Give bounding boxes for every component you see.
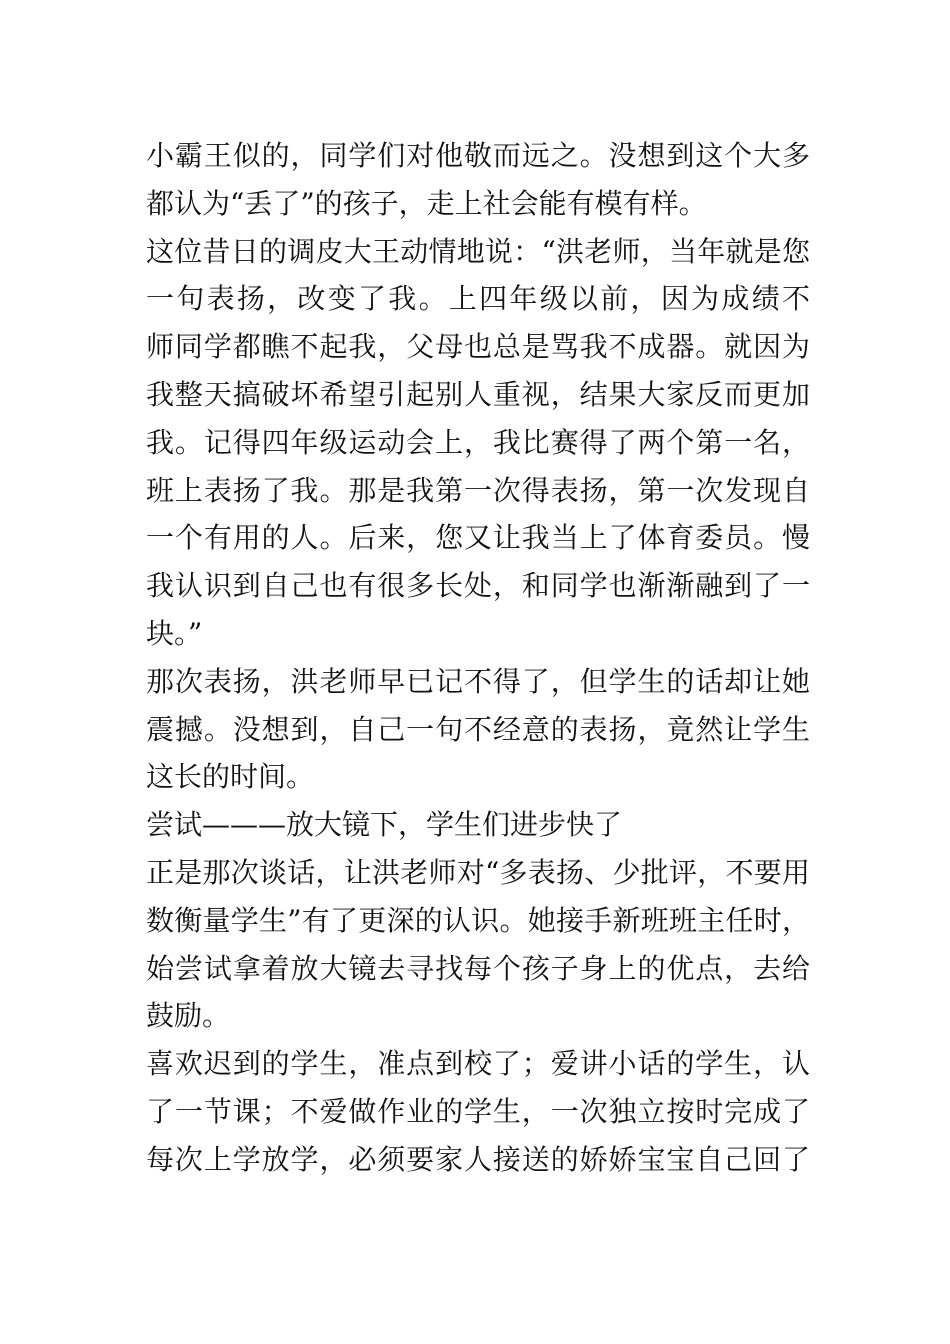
- text-line: 师同学都瞧不起我，父母也总是骂我不成器。就因为: [146, 330, 810, 364]
- text-line: 数衡量学生”有了更深的认识。她接手新班班主任时，: [146, 903, 810, 937]
- text-line: 我。记得四年级运动会上，我比赛得了两个第一名，: [146, 425, 810, 459]
- section-heading: 尝试———放大镜下，学生们进步快了: [146, 808, 623, 842]
- text-line: 每次上学放学，必须要家人接送的娇娇宝宝自己回了: [146, 1142, 810, 1176]
- body-text: [146, 132, 810, 1184]
- text-line: 一个有用的人。后来，您又让我当上了体育委员。慢: [146, 521, 810, 555]
- text-line: 块。”: [146, 616, 203, 650]
- text-line: 正是那次谈话，让洪老师对“多表扬、少批评，不要用: [146, 855, 810, 889]
- text-line: 小霸王似的，同学们对他敬而远之。没想到这个大多: [146, 139, 810, 172]
- text-line: 始尝试拿着放大镜去寻找每个孩子身上的优点，去给: [146, 951, 810, 985]
- text-line: 喜欢迟到的学生，准点到校了；爱讲小话的学生，认: [146, 1047, 810, 1081]
- text-line: 那次表扬，洪老师早已记不得了，但学生的话却让她: [146, 664, 810, 698]
- text-line: 一句表扬，改变了我。上四年级以前，因为成绩不: [146, 282, 810, 316]
- text-line: 震撼。没想到，自己一句不经意的表扬，竟然让学生: [146, 712, 810, 746]
- text-line: 都认为“丢了”的孩子，走上社会能有模有样。: [146, 186, 707, 220]
- text-line: 这长的时间。: [146, 760, 315, 794]
- text-line: 鼓励。: [146, 999, 231, 1033]
- text-line: 班上表扬了我。那是我第一次得表扬，第一次发现自: [146, 473, 810, 507]
- text-line: 我认识到自己也有很多长处，和同学也渐渐融到了一: [146, 569, 810, 603]
- text-line: 我整天搞破坏希望引起别人重视，结果大家反而更加: [146, 377, 810, 411]
- text-line: 这位昔日的调皮大王动情地说：“洪老师，当年就是您: [146, 234, 810, 268]
- text-line: 了一节课；不爱做作业的学生，一次独立按时完成了: [146, 1094, 810, 1128]
